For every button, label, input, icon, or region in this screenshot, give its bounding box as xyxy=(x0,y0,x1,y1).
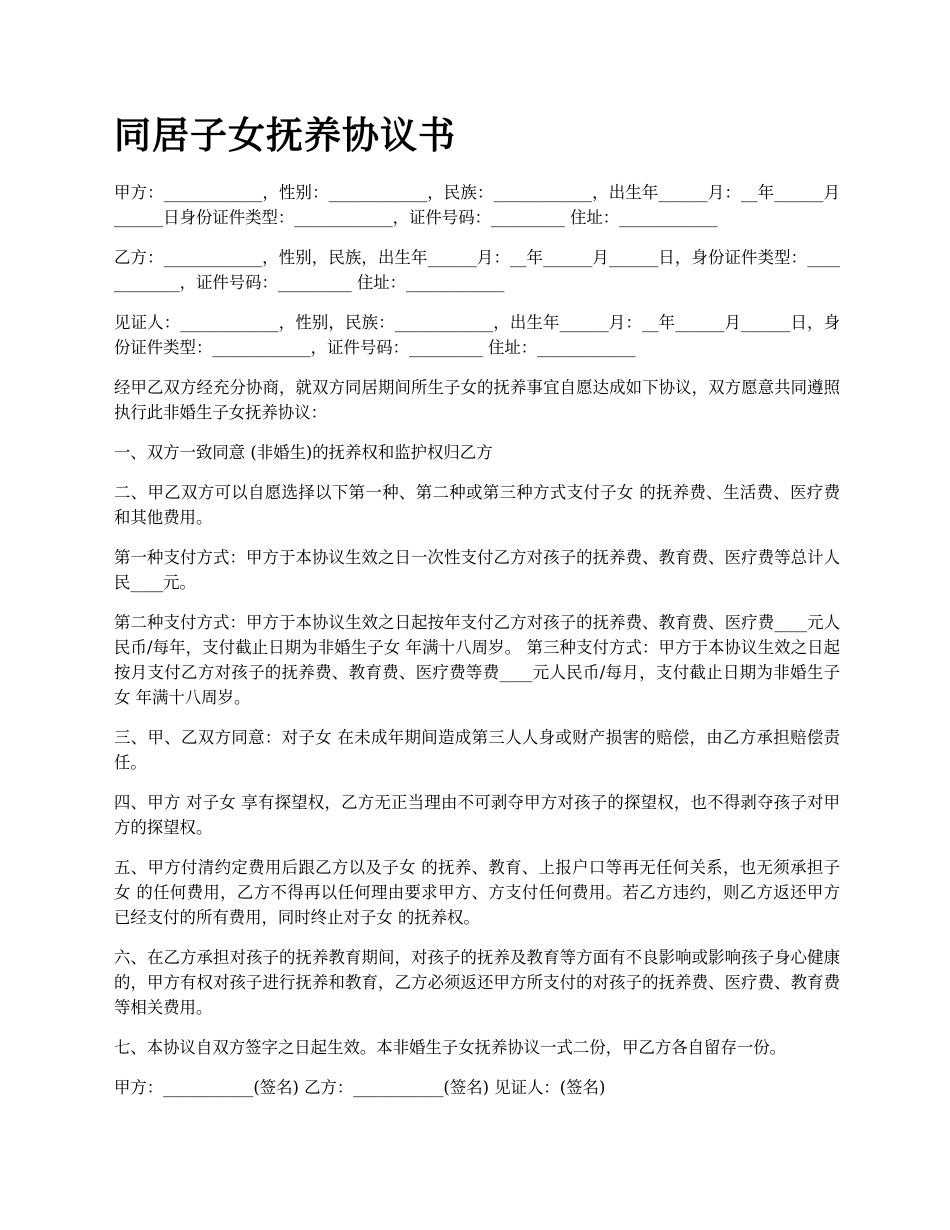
document-page xyxy=(114,110,840,1115)
witness-info: 见证人：____________，性别，民族：____________，出生年______月：__年______月______日，身份证件类型：____________，证件号码：_________ 住址：____________ xyxy=(114,313,840,357)
signature-line: 甲方：___________(签名) 乙方：___________(签名) 见证人：(签名) xyxy=(114,1078,606,1097)
payment-method-2-3: 第二种支付方式：甲方于本协议生效之日起按年支付乙方对孩子的抚养费、教育费、医疗费____元人民币/每年，支付截止日期为非婚生子女 年满十八周岁。 第三种支付方式：甲方于本协议生效之日起按月支付乙方对孩子的抚养费、教育费、医疗费等费____元人民币/每月，支付截止日期为非婚生子女 年满十八周岁。 xyxy=(114,613,840,707)
party-b-info: 乙方：____________，性别，民族，出生年______月：__年______月______日，身份证件类型：____________，证件号码：_________ 住址：____________ xyxy=(114,248,840,292)
payment-method-1: 第一种支付方式：甲方于本协议生效之日一次性支付乙方对孩子的抚养费、教育费、医疗费等总计人民____元。 xyxy=(114,548,840,592)
clause-1: 一、双方一致同意 (非婚生)的抚养权和监护权归乙方 xyxy=(114,443,493,462)
clause-2: 二、甲乙双方可以自愿选择以下第一种、第二种或第三种方式支付子女 的抚养费、生活费、医疗费和其他费用。 xyxy=(114,483,840,527)
document-title: 同居子女抚养协议书 xyxy=(114,114,456,157)
clause-3: 三、甲、乙双方同意：对子女 在未成年期间造成第三人人身或财产损害的赔偿，由乙方承担赔偿责任。 xyxy=(114,728,840,772)
preamble: 经甲乙双方经充分协商，就双方同居期间所生子女的抚养事宜自愿达成如下协议，双方愿意共同遵照执行此非婚生子女抚养协议： xyxy=(114,378,840,422)
clause-5: 五、甲方付清约定费用后跟乙方以及子女 的抚养、教育、上报户口等再无任何关系，也无须承担子女 的任何费用，乙方不得再以任何理由要求甲方、方支付任何费用。若乙方违约，则乙方返还甲方已经支付的所有费用，同时终止对子女 的抚养权。 xyxy=(114,858,840,927)
clause-4: 四、甲方 对子女 享有探望权，乙方无正当理由不可剥夺甲方对孩子的探望权，也不得剥夺孩子对甲方的探望权。 xyxy=(114,793,840,837)
clause-6: 六、在乙方承担对孩子的抚养教育期间，对孩子的抚养及教育等方面有不良影响或影响孩子身心健康的，甲方有权对孩子进行抚养和教育，乙方必须返还甲方所支付的对孩子的抚养费、医疗费、教育费等相关费用。 xyxy=(114,948,840,1017)
party-a-info: 甲方：____________，性别：____________，民族：____________，出生年______月：__年______月______日身份证件类型：____________，证件号码：_________ 住址：____________ xyxy=(114,183,840,227)
clause-7: 七、本协议自双方签字之日起生效。本非婚生子女抚养协议一式二份，甲乙方各自留存一份。 xyxy=(114,1038,787,1057)
